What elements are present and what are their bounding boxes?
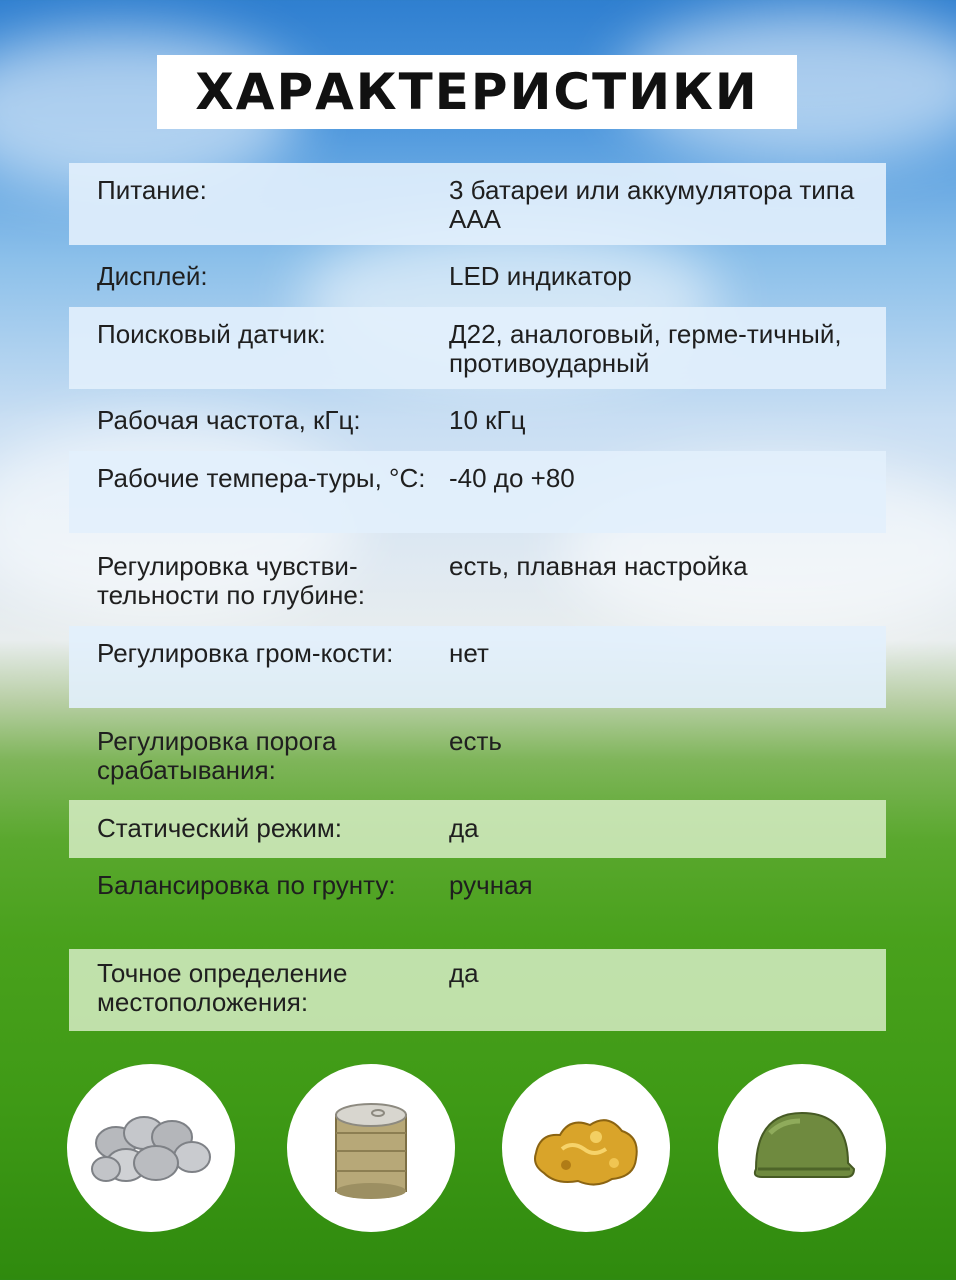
- spec-label: Рабочая частота, кГц:: [97, 405, 361, 435]
- spec-row: [69, 390, 886, 450]
- spec-value: есть: [449, 726, 502, 756]
- spec-row: [69, 246, 886, 306]
- spec-value: -40 до +80: [449, 463, 575, 493]
- nugget-circle: [502, 1064, 670, 1232]
- title-box: [157, 55, 797, 129]
- spec-label: Поисковый датчик:: [97, 319, 326, 349]
- spec-label: Балансировка по грунту:: [97, 870, 396, 900]
- gold-nugget-icon: [526, 1103, 646, 1193]
- spec-label: Регулировка порога срабатывания:: [97, 726, 337, 785]
- coins-icon: [86, 1103, 216, 1193]
- tin-can-icon: [316, 1093, 426, 1203]
- helmet-circle: [718, 1064, 886, 1232]
- spec-label: Регулировка гром-кости:: [97, 638, 394, 668]
- spec-row: [69, 949, 886, 1031]
- coins-circle: [67, 1064, 235, 1232]
- spec-label: Статический режим:: [97, 813, 343, 843]
- spec-value: 3 батареи или аккумулятора типа ААА: [449, 175, 855, 234]
- spec-value: есть, плавная настройка: [449, 551, 748, 581]
- spec-value: LED индикатор: [449, 261, 632, 291]
- spec-row: [69, 709, 886, 799]
- spec-row: [69, 451, 886, 533]
- spec-value: 10 кГц: [449, 405, 526, 435]
- spec-row: [69, 800, 886, 858]
- spec-value: да: [449, 813, 479, 843]
- spec-row: [69, 859, 886, 949]
- spec-value: да: [449, 958, 479, 988]
- spec-row: [69, 626, 886, 708]
- spec-label: Рабочие темпера-туры, °С:: [97, 463, 426, 493]
- can-circle: [287, 1064, 455, 1232]
- spec-label: Дисплей:: [97, 261, 208, 291]
- spec-value: ручная: [449, 870, 533, 900]
- spec-label: Регулировка чувстви-тельности по глубине:: [97, 551, 365, 610]
- helmet-icon: [742, 1103, 862, 1193]
- spec-label: Питание:: [97, 175, 207, 205]
- spec-label: Точное определение местоположения:: [97, 958, 348, 1017]
- spec-row: [69, 307, 886, 389]
- spec-row: [69, 534, 886, 624]
- page-title: ХАРАКТЕРИСТИКИ: [195, 63, 759, 121]
- spec-value: Д22, аналоговый, герме-тичный, противоударный: [449, 319, 842, 378]
- spec-value: нет: [449, 638, 489, 668]
- spec-row: [69, 163, 886, 245]
